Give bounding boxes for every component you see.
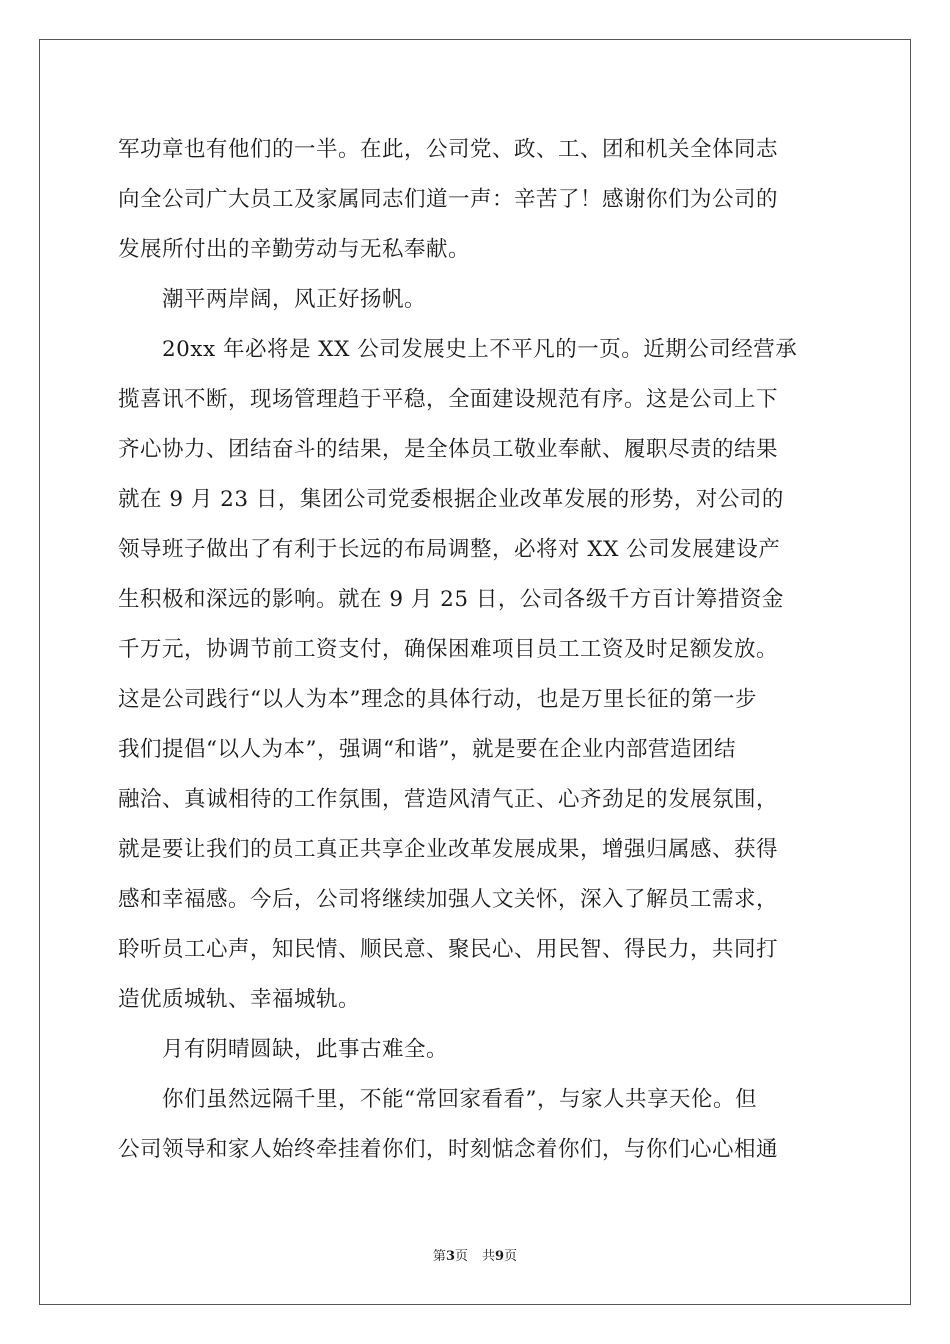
text-line: 这是公司践行“以人为本”理念的具体行动，也是万里长征的第一步 [118, 687, 757, 712]
text-line: 揽喜讯不断，现场管理趋于平稳，全面建设规范有序。这是公司上下 [118, 387, 779, 412]
text-line: 我们提倡“以人为本”，强调“和谐”，就是要在企业内部营造团结 [118, 737, 736, 762]
page-total [482, 1249, 517, 1264]
text-line: 造优质城轨、幸福城轨。 [118, 987, 361, 1012]
page-suffix: 页 [454, 1249, 468, 1264]
paragraph-first-line: 潮平两岸阔，风正好扬帆。 [162, 287, 427, 312]
text-line: 千万元，协调节前工资支付，确保困难项目员工工资及时足额发放。 [118, 637, 779, 662]
total-suffix: 页 [504, 1249, 518, 1264]
page-prefix: 第 [432, 1249, 446, 1264]
page-footer [0, 1248, 950, 1266]
paragraph-first-line: 20xx 年必将是 XX 公司发展史上不平凡的一页。近期公司经营承 [162, 337, 798, 362]
paragraph-first-line: 月有阴晴圆缺，此事古难全。 [162, 1037, 449, 1062]
text-line: 就在 9 月 23 日，集团公司党委根据企业改革发展的形势，对公司的 [118, 487, 784, 512]
page-number [433, 1249, 468, 1264]
text-line: 领导班子做出了有利于长远的布局调整，必将对 XX 公司发展建设产 [118, 537, 781, 562]
text-line: 就是要让我们的员工真正共享企业改革发展成果，增强归属感、获得 [118, 837, 779, 862]
text-line: 向全公司广大员工及家属同志们道一声：辛苦了！感谢你们为公司的 [118, 187, 779, 212]
text-line: 聆听员工心声，知民情、顺民意、聚民心、用民智、得民力，共同打 [118, 937, 779, 962]
text-line: 融洽、真诚相待的工作氛围，营造风清气正、心齐劲足的发展氛围， [118, 787, 779, 812]
text-line: 生积极和深远的影响。就在 9 月 25 日，公司各级千方百计筹措资金 [118, 587, 784, 612]
text-line: 公司领导和家人始终牵挂着你们，时刻惦念着你们，与你们心心相通 [118, 1137, 779, 1162]
text-line: 发展所付出的辛勤劳动与无私奉献。 [118, 237, 471, 262]
total-count: 9 [495, 1249, 505, 1264]
text-line: 军功章也有他们的一半。在此，公司党、政、工、团和机关全体同志 [118, 137, 779, 162]
text-line: 感和幸福感。今后，公司将继续加强人文关怀，深入了解员工需求， [118, 887, 779, 912]
paragraph-first-line: 你们虽然远隔千里，不能“常回家看看”，与家人共享天伦。但 [162, 1087, 757, 1112]
page-current: 3 [445, 1249, 455, 1264]
total-prefix: 共 [482, 1249, 496, 1264]
text-line: 齐心协力、团结奋斗的结果，是全体员工敬业奉献、履职尽责的结果 [118, 437, 779, 462]
